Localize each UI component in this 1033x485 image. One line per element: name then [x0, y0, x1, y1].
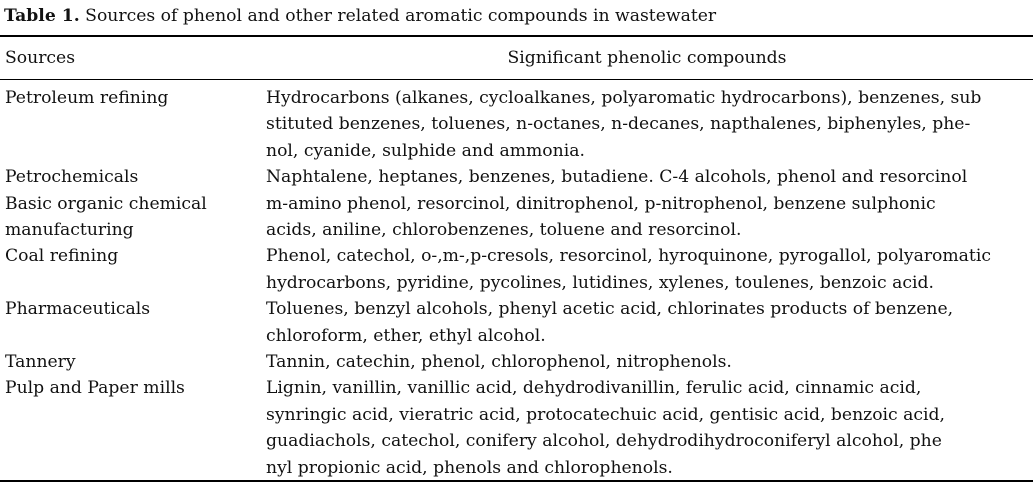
compounds-text: acids, aniline, chlorobenzenes, toluene and resorcinol.: [266, 220, 742, 241]
source-text: manufacturing: [5, 220, 134, 241]
source-cell: [5, 349, 260, 375]
source-text: Coal refining: [5, 246, 119, 267]
table-header: [0, 45, 1033, 71]
table-row: [0, 164, 1033, 190]
table-row: [0, 349, 1033, 375]
source-text: Petroleum refining: [5, 88, 169, 108]
header-sources: Sources: [5, 48, 76, 68]
compounds-cell: [266, 349, 1028, 375]
source-cell: [5, 164, 260, 190]
table-top-rule: [0, 35, 1033, 37]
header-compounds: Significant phenolic compounds: [507, 48, 787, 68]
compounds-cell: [266, 85, 1028, 164]
source-cell: [5, 85, 260, 111]
source-text: Basic organic chemical: [5, 193, 207, 214]
compounds-text: Phenol, catechol, o-,m-,p-cresols, resorcinol, hyroquinone, pyrogallol, polyaromatic: [266, 246, 991, 267]
compounds-text: m-amino phenol, resorcinol, dinitrophenol, p-nitrophenol, benzene sulphonic: [266, 193, 936, 214]
compounds-text: Tannin, catechin, phenol, chlorophenol, nitrophenols.: [266, 352, 732, 373]
table-row: [0, 191, 1033, 244]
table-bottom-rule: [0, 480, 1033, 482]
compounds-text: chloroform, ether, ethyl alcohol.: [266, 325, 546, 346]
source-cell: [5, 375, 260, 401]
compounds-text: nol, cyanide, sulphide and ammonia.: [266, 140, 585, 161]
compounds-cell: [266, 164, 1028, 190]
compounds-text: Lignin, vanillin, vanillic acid, dehydrodivanillin, ferulic acid, cinnamic acid,: [266, 378, 922, 399]
compounds-cell: [266, 375, 1028, 481]
source-cell: [5, 243, 260, 269]
compounds-text: hydrocarbons, pyridine, pycolines, lutidines, xylenes, toulenes, benzoic acid.: [266, 272, 934, 293]
source-cell: [5, 296, 260, 322]
compounds-text: nyl propionic acid, phenols and chlorophenols.: [266, 457, 673, 478]
source-text: Pharmaceuticals: [5, 299, 151, 320]
compounds-text: guadiachols, catechol, conifery alcohol, dehydrodihydroconiferyl alcohol, phe: [266, 431, 942, 452]
compounds-text: Naphtalene, heptanes, benzenes, butadiene. C-4 alcohols, phenol and resorcinol: [266, 167, 968, 188]
table-caption-label: Table 1.: [4, 6, 80, 26]
table-row: [0, 296, 1033, 349]
compounds-cell: [266, 296, 1028, 349]
compounds-text: stituted benzenes, toluenes, n-octanes, n-decanes, napthalenes, biphenyles, phe-: [266, 114, 971, 135]
source-text: Petrochemicals: [5, 167, 139, 188]
compounds-cell: [266, 243, 1028, 296]
table-header-rule: [0, 79, 1033, 80]
compounds-text: synringic acid, vieratric acid, protocatechuic acid, gentisic acid, benzoic acid,: [266, 404, 945, 425]
source-cell: [5, 191, 260, 244]
table-row: [0, 375, 1033, 481]
table-caption: [4, 0, 1029, 27]
compounds-cell: [266, 191, 1028, 244]
table-caption-text: Sources of phenol and other related aromatic compounds in wastewater: [79, 6, 717, 26]
table-row: [0, 243, 1033, 296]
table-body: [0, 85, 1033, 481]
source-text: Pulp and Paper mills: [5, 378, 185, 399]
source-text: Tannery: [5, 352, 76, 373]
compounds-text: Hydrocarbons (alkanes, cycloalkanes, polyaromatic hydrocarbons), benzenes, sub: [266, 88, 982, 108]
table-row: [0, 85, 1033, 164]
compounds-text: Toluenes, benzyl alcohols, phenyl acetic acid, chlorinates products of benzene,: [266, 299, 954, 320]
